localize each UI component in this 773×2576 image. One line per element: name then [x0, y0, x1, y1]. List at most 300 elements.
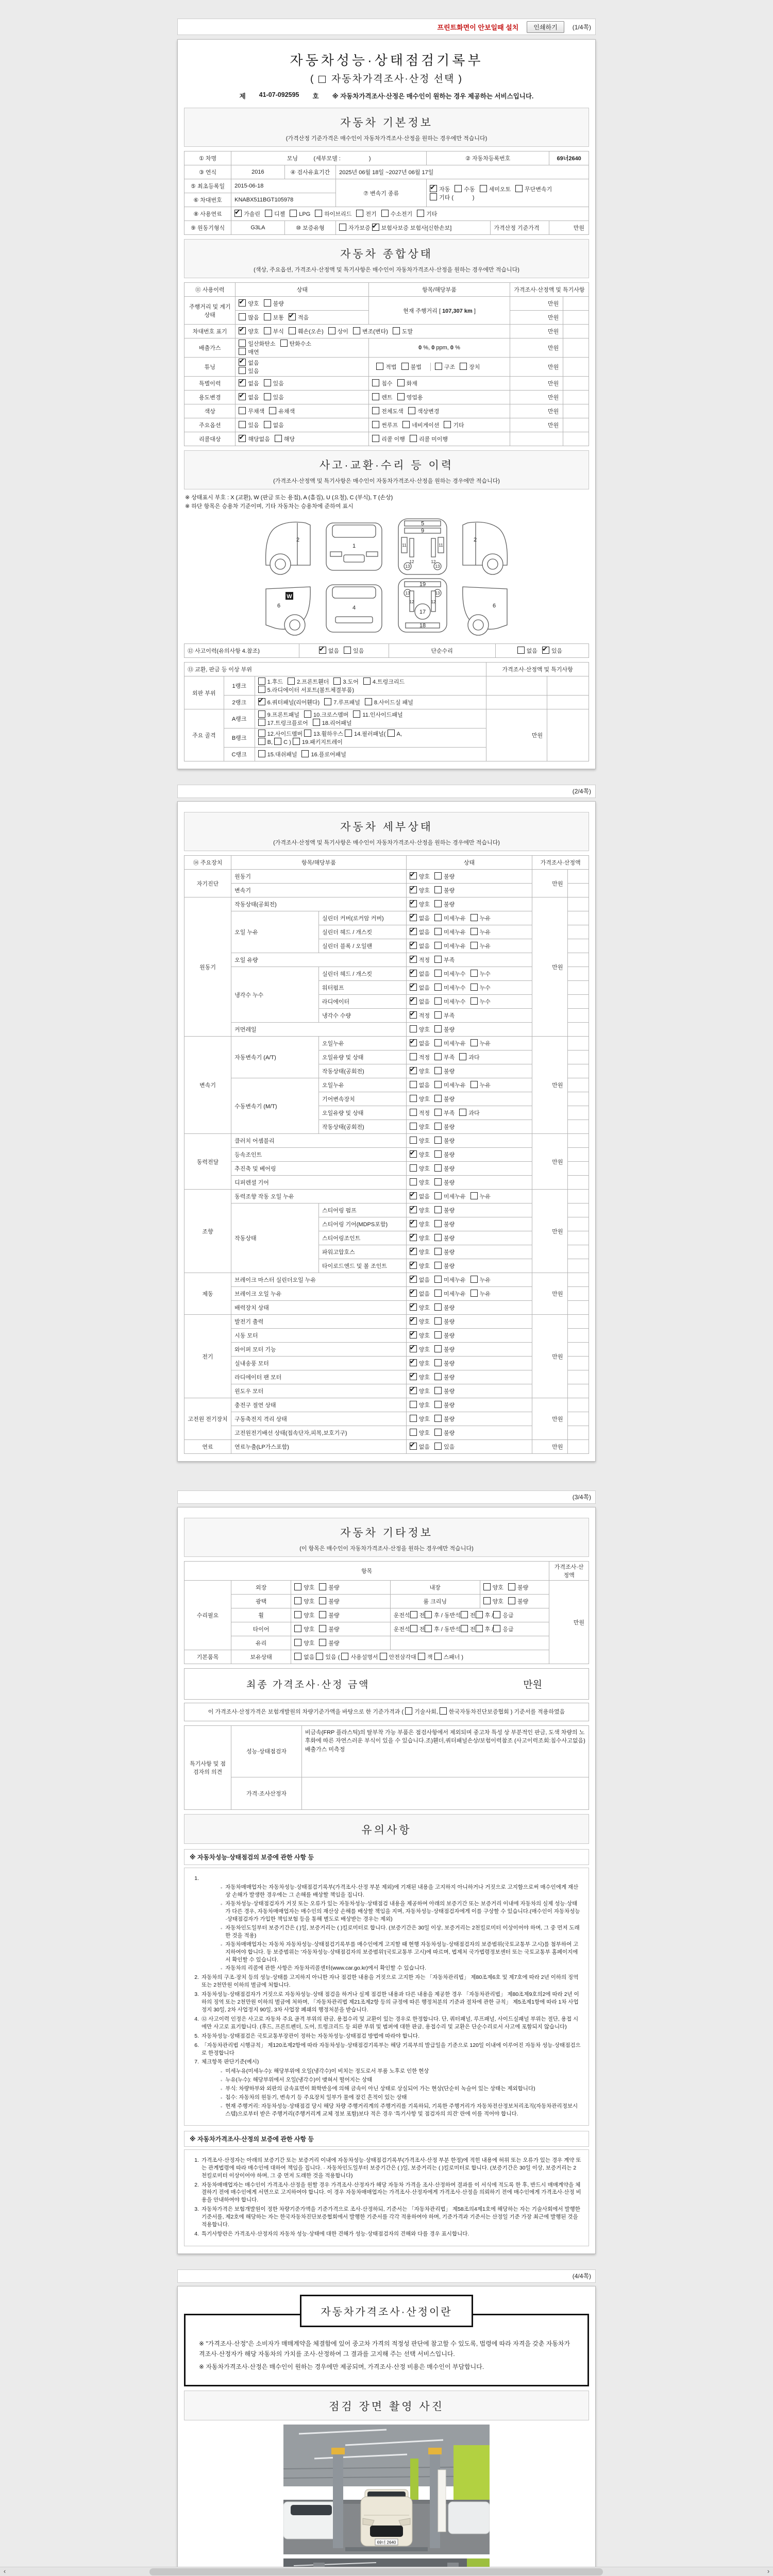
options-cell: [236, 338, 369, 358]
label-cell: 1랭크: [224, 676, 255, 696]
options-cell: [406, 1440, 532, 1454]
value-cell: 기어변속장치: [318, 1092, 406, 1106]
label-cell: C랭크: [224, 748, 255, 761]
option: 유채색: [269, 407, 295, 415]
options-cell: [406, 1009, 532, 1023]
value-cell: [567, 1426, 589, 1440]
svg-text:12: 12: [409, 560, 414, 564]
option: 3.도어: [333, 677, 358, 686]
checkbox-checked: [410, 1345, 417, 1352]
exchange-repair-table: [184, 662, 589, 761]
checkbox-unchecked: [434, 1109, 442, 1116]
value-cell: [301, 1777, 589, 1809]
value-cell: 오일 유량: [231, 953, 407, 967]
label-cell: 가격조사·산정액 및 특기사항: [510, 283, 589, 297]
value-cell: 라디에이터: [318, 995, 406, 1009]
options-cell: [406, 1120, 532, 1134]
checkbox-unchecked: [356, 210, 363, 217]
value-cell: 배력장치 상태: [231, 1301, 407, 1315]
value-cell: 0 %, 0 ppm, 0 %: [369, 338, 510, 358]
value-cell: [510, 432, 563, 446]
value-cell: 와이퍼 모터 기능: [231, 1343, 407, 1357]
checkbox-unchecked: [434, 1317, 442, 1325]
option: 누유: [470, 1290, 491, 1298]
checkbox-checked: [410, 1303, 417, 1311]
value-cell: [486, 696, 547, 709]
notice-item: 5. 자동차성능·상태점검은 국토교통부장관이 정하는 자동차성능·상태점검 방법에 따라야 합니다.: [194, 2032, 419, 2039]
option: 양호: [294, 1625, 314, 1633]
option: 부족: [434, 956, 455, 964]
print-button[interactable]: 인쇄하기: [527, 21, 564, 33]
value-cell: [567, 1412, 589, 1426]
value-cell: [547, 709, 589, 761]
value-cell: 냉각수 누수: [231, 967, 319, 1023]
checkbox-checked: [239, 379, 246, 386]
price-cell: 만원: [532, 1440, 567, 1454]
checkbox-unchecked: [319, 1625, 326, 1632]
value-cell: [563, 311, 589, 325]
options-cell: [236, 391, 369, 404]
detail-state-table: [184, 855, 589, 1454]
checkbox-unchecked: [290, 210, 297, 217]
checkbox-checked: [410, 1248, 417, 1255]
option: 누유: [470, 914, 491, 922]
options-cell: [406, 1329, 532, 1343]
checkbox-unchecked: [470, 1192, 478, 1199]
option: 하이브리드: [315, 210, 351, 218]
options-cell: [406, 1050, 532, 1064]
value-cell: [567, 884, 589, 897]
option: ✔ 양호: [410, 1359, 430, 1367]
options-cell: [406, 1245, 532, 1259]
value-cell: [567, 1064, 589, 1078]
checkbox-unchecked: [341, 1653, 348, 1660]
checkbox-unchecked: [434, 1443, 442, 1450]
option: 불량: [434, 872, 455, 880]
checkbox-unchecked: [470, 1290, 478, 1297]
label-cell: 항목/해당부품: [369, 283, 510, 297]
checkbox-checked: [410, 1262, 417, 1269]
options-cell: [406, 1273, 532, 1287]
checkbox-unchecked: [434, 914, 442, 921]
price-cell: 만원: [510, 325, 563, 338]
options-cell: [231, 207, 589, 221]
checkbox-unchecked: [275, 435, 282, 442]
label-cell: 성능·상태점검자: [231, 1725, 302, 1777]
value-cell: 커먼레일: [231, 1023, 407, 1037]
option: 불량: [508, 1597, 528, 1605]
option: ✔ 양호: [410, 1262, 430, 1270]
checkbox-unchecked: [434, 1150, 442, 1158]
options-cell: [406, 925, 532, 939]
option: 15.대쉬패널: [258, 750, 297, 758]
checkbox-unchecked: [264, 393, 271, 400]
options-cell: [236, 358, 369, 377]
value-cell: [567, 1134, 589, 1148]
label-cell: 보유상태: [231, 1650, 291, 1664]
scroll-left-arrow[interactable]: ‹: [0, 2567, 9, 2576]
option: 미세누유: [434, 1276, 466, 1284]
options-cell: [406, 1204, 532, 1217]
notice-a-title: ※ 자동차성능·상태점검의 보증에 관한 사항 등: [184, 1849, 589, 1865]
option: 적정: [410, 1109, 430, 1117]
option: ✔ 양호: [410, 1150, 430, 1159]
options-cell: [369, 418, 510, 432]
label-cell: 특별이력: [184, 377, 236, 391]
panel-number: 5: [421, 520, 425, 527]
option: 수소전기: [381, 210, 413, 218]
notice-subitem: ◦ 부식: 차량하부와 외판의 금속표면이 화학반응에 의해 금속이 아닌 상태로 상실되어 가는 현상(단순히 녹슬어 있는 상태는 제외합니다): [221, 2086, 535, 2092]
checkbox-unchecked: [397, 393, 405, 400]
option: 불법: [401, 363, 422, 371]
value-cell: [567, 1315, 589, 1329]
checkbox-unchecked: [434, 1290, 442, 1297]
value-cell: [567, 939, 589, 953]
option: 없음: [410, 1081, 430, 1089]
checkbox-unchecked: [280, 340, 288, 347]
value-cell: [567, 1023, 589, 1037]
page-3-sheet: [177, 1507, 596, 2254]
option: ✔ 적정: [410, 1011, 430, 1020]
checkbox-checked: [410, 914, 417, 921]
checkbox-unchecked: [264, 421, 271, 428]
option: 17.트렁크플로어: [258, 719, 308, 727]
option: 미세누유: [434, 1192, 466, 1200]
option: 양호: [410, 1137, 430, 1145]
options-cell: [406, 870, 532, 884]
option: ✔ 양호: [410, 1345, 430, 1353]
checkbox-unchecked: [434, 1067, 442, 1074]
page-2-sheet: [177, 801, 596, 1462]
value-cell: [563, 432, 589, 446]
value-cell: 작동상태(공회전): [231, 897, 407, 911]
value-cell: [567, 1078, 589, 1092]
price-cell: 만원: [510, 377, 563, 391]
checkbox-unchecked: [363, 677, 371, 685]
checkbox-checked: [410, 1331, 417, 1338]
checkbox-unchecked: [434, 1123, 442, 1130]
checkbox-unchecked: [517, 647, 525, 654]
checkbox-checked: [410, 1192, 417, 1199]
option: 미세누유: [434, 914, 466, 922]
document-number-line: [184, 91, 589, 100]
options-cell: [406, 1357, 532, 1370]
option: 적법: [376, 363, 396, 371]
checkbox-checked: [410, 997, 417, 1005]
damage-code-legend: ※ 상태표시 부호 : X (교환), W (판금 또는 용접), A (흠집), U (요철), C (부식), T (손상) ※ 하단 항목은 승용차 기준이며, 기타 자동차는 승용차에 준하여 표시: [185, 495, 393, 510]
checkbox-unchecked: [434, 872, 442, 879]
value-cell: 현재 주행거리 [ 107,307 km ]: [369, 297, 510, 325]
option: 부식: [264, 327, 284, 335]
option: 과다: [459, 1053, 479, 1061]
checkbox-unchecked: [434, 997, 442, 1005]
checkbox-unchecked: [324, 698, 331, 705]
option: ✔ 양호: [410, 1234, 430, 1242]
checkbox-checked: [410, 1276, 417, 1283]
options-cell: [236, 418, 369, 432]
value-cell: 2015-06-18: [231, 179, 336, 193]
option: 양호: [294, 1583, 314, 1591]
options-cell: [406, 1398, 532, 1412]
checkbox-unchecked: [319, 1639, 326, 1646]
checkbox-unchecked: [264, 313, 271, 320]
option: 무채색: [239, 407, 264, 415]
checkbox-unchecked: [434, 942, 442, 949]
value-cell: G3LA: [231, 221, 285, 235]
options-cell: [406, 953, 532, 967]
document-subtitle: ( 자동차가격조사·산정 선택 ): [310, 74, 463, 84]
value-cell: [563, 297, 589, 311]
value-cell: 작동상태(공회전): [318, 1120, 406, 1134]
label-cell: 타이어: [231, 1622, 291, 1636]
option: 1.후드: [258, 677, 283, 686]
checkbox-unchecked: [345, 730, 352, 737]
checkbox-checked: [239, 299, 246, 307]
value-cell: 오일누유: [318, 1078, 406, 1092]
checkbox-unchecked: [258, 686, 265, 693]
value-cell: 충전구 절연 상태: [231, 1398, 407, 1412]
checkbox-unchecked: [440, 1707, 447, 1715]
horizontal-scrollbar[interactable]: [0, 2567, 773, 2576]
value-cell: [567, 1357, 589, 1370]
option: 미세누수: [434, 997, 466, 1006]
section-detail-state: [184, 812, 589, 851]
checkbox-unchecked: [258, 750, 265, 757]
checkbox-unchecked: [294, 1653, 301, 1660]
checkbox-unchecked: [493, 1625, 500, 1632]
value-cell: [567, 967, 589, 981]
panel-number: 6: [492, 603, 496, 609]
checkbox-unchecked: [318, 76, 326, 83]
option: 매연: [239, 348, 259, 356]
options-cell: [406, 911, 532, 925]
checkbox-unchecked: [294, 1639, 301, 1646]
option: 불량: [434, 1137, 455, 1145]
option: ✔ 적음: [289, 313, 309, 321]
checkbox-unchecked: [434, 1192, 442, 1199]
checkbox-unchecked: [319, 1583, 326, 1590]
options-cell: [406, 1384, 532, 1398]
label-cell: 동력전달: [184, 1134, 231, 1190]
label-cell: 외판 부위: [184, 676, 224, 709]
doc-no-prefix: 제: [239, 93, 246, 100]
options-cell: [406, 1162, 532, 1176]
checkbox-unchecked: [434, 1095, 442, 1102]
option: ✔ 양호: [410, 1206, 430, 1214]
svg-text:11: 11: [439, 543, 443, 548]
value-cell: 12.사이드멤버 13.휠하우스 14.필러패널( A, B, C ) 19.패키지트레이: [255, 728, 486, 748]
option: 부족: [434, 1053, 455, 1061]
value-cell: [567, 981, 589, 995]
option: ✔ 양호: [410, 1067, 430, 1075]
value-cell: [567, 995, 589, 1009]
options-cell: [369, 358, 510, 377]
options-cell: [406, 1412, 532, 1426]
checkbox-checked: [410, 1234, 417, 1241]
options-cell: [236, 404, 369, 418]
checkbox-unchecked: [410, 435, 417, 442]
value-cell: [567, 1287, 589, 1301]
section-overall-state: [184, 239, 589, 278]
option: ✔ 없음: [410, 1443, 430, 1451]
options-cell: [291, 1636, 391, 1650]
value-cell: [567, 1343, 589, 1357]
option: 4.트렁크리드: [363, 677, 405, 686]
label-cell: 자기진단: [184, 870, 231, 897]
value-cell: 원동기: [231, 870, 407, 884]
value-cell: 실린더 커버(로커암 커버): [318, 911, 406, 925]
option: ✔ 없음: [410, 997, 430, 1006]
value-cell: 작동상태: [231, 1204, 319, 1273]
checkbox-unchecked: [258, 730, 265, 737]
scroll-right-arrow[interactable]: ›: [764, 2567, 773, 2576]
checkbox-unchecked: [434, 1011, 442, 1019]
value-cell: [567, 1398, 589, 1412]
option: ✔ 양호: [410, 1387, 430, 1395]
checkbox-checked: [410, 886, 417, 893]
options-cell: [406, 1343, 532, 1357]
value-cell: 브레이크 마스터 실린더오일 누유: [231, 1273, 407, 1287]
value-cell: 실린더 헤드 / 개스킷: [318, 925, 406, 939]
section-note: (가격산정 기준가격은 매수인이 자동차가격조사·산정을 원하는 경우에만 적습니다): [285, 135, 488, 142]
option: 불량: [434, 1429, 455, 1437]
value-cell: 실린더 블록 / 오일팬: [318, 939, 406, 953]
section-inspection-photos: [184, 2391, 589, 2420]
label-cell: 광택: [231, 1595, 291, 1608]
options-cell: [406, 1176, 532, 1190]
document-column: [177, 0, 596, 2576]
label-cell: 리콜대상: [184, 432, 236, 446]
price-cell: 만원: [532, 1273, 567, 1315]
value-cell: 구동축전지 격리 상태: [231, 1412, 407, 1426]
options-cell: [369, 404, 510, 418]
value-cell: 69너2640: [549, 151, 589, 165]
checkbox-unchecked: [430, 193, 437, 200]
car-views-diagram: [191, 516, 582, 639]
price-cell: 만원: [510, 404, 563, 418]
notice-subitem: ◦ 자동차인도일부터 보증기간은 ( )일, 보증거리는 ( )킬로미터로 합니다. (보증기간은 30일 이상, 보증거리는 2천킬로미터 이상이어야 하며, 그 중 먼저 도래한 것을 적용): [221, 1924, 580, 1939]
label-cell: B랭크: [224, 728, 255, 748]
option: ✔ 없음: [410, 1192, 430, 1200]
checkbox-unchecked: [480, 185, 487, 192]
option: 불량: [434, 1373, 455, 1381]
svg-text:13: 13: [435, 591, 440, 596]
label-cell: 내장: [390, 1581, 480, 1595]
label-cell: ⑭ 주요장치: [184, 856, 231, 870]
checkbox-unchecked: [434, 1359, 442, 1366]
checkbox-checked: [410, 970, 417, 977]
checkbox-unchecked: [434, 1178, 442, 1185]
checkbox-unchecked: [434, 1137, 442, 1144]
checkbox-unchecked: [408, 407, 415, 414]
price-cell: 만원: [486, 709, 547, 761]
label-cell: 항목/해당부품: [231, 856, 407, 870]
doc-no-notice: ※ 자동차가격조사·산정은 매수인이 원하는 경우 제공하는 서비스입니다.: [332, 93, 534, 100]
checkbox-unchecked: [372, 435, 379, 442]
option: 불량: [434, 1303, 455, 1312]
options-cell: [236, 311, 369, 325]
label-cell: 유리: [231, 1636, 291, 1650]
value-cell: [567, 1440, 589, 1454]
option: ✔ 6.쿼터패널(리어휀다): [258, 698, 320, 706]
checkbox-checked: [410, 1373, 417, 1380]
options-cell: [406, 1217, 532, 1231]
option: 변조(변타): [353, 327, 388, 335]
value-cell: 스티어링 펌프: [318, 1204, 406, 1217]
option: 누수: [470, 997, 491, 1006]
checkbox-unchecked: [372, 393, 379, 400]
checkbox-unchecked: [304, 730, 311, 737]
checkbox-unchecked: [470, 1039, 478, 1046]
options-cell: [406, 1301, 532, 1315]
option: 누유: [470, 1081, 491, 1089]
section-note: (가격조사·산정액 및 특기사항은 매수인이 자동차가격조사·산정을 원하는 경우에만 적습니다): [273, 478, 500, 484]
option: ✔ 없음: [239, 379, 259, 387]
page-number-label: (3/4쪽): [572, 1494, 591, 1501]
checkbox-unchecked: [434, 984, 442, 991]
value-cell: 변속기: [231, 884, 407, 897]
checkbox-unchecked: [508, 1583, 515, 1590]
checkbox-unchecked: [434, 1234, 442, 1241]
value-cell: [563, 358, 589, 377]
option: 불량: [434, 1150, 455, 1159]
option: 양호: [410, 1429, 430, 1437]
option: 기타: [417, 210, 437, 218]
panel-number: 19: [419, 581, 426, 588]
scrollbar-thumb[interactable]: [149, 2568, 603, 2575]
doc-no-suffix: 호: [312, 93, 319, 100]
section-note: (색상, 주요옵션, 가격조사·산정액 및 특기사항은 매수인이 자동차가격조사·산정을 원하는 경우에만 적습니다): [254, 267, 519, 273]
label-cell: 수리필요: [184, 1581, 231, 1650]
checkbox-unchecked: [410, 1081, 417, 1088]
options-cell: [406, 1037, 532, 1050]
checkbox-checked: [410, 1011, 417, 1019]
price-cell: 만원: [549, 1581, 589, 1664]
option: ✔ 없음: [410, 928, 430, 936]
checkbox-checked: [410, 1387, 417, 1394]
option: 없음: [264, 421, 284, 429]
value-cell: [567, 1259, 589, 1273]
checkbox-checked: [410, 872, 417, 879]
notice-item: 4. ⑫ 사고이력 인정은 사고로 자동차 주요 골격 부위의 판금, 용접수리 및 교환이 있는 경우로 한정합니다. 단, 쿼터패널, 루프패널, 사이드실패널 부위는 절단, 용접 시에만 사고로 표기합니다. (후드, 프론트펜더, 도어, 트렁크리드 등 외판 부위 및 범퍼에 대한 판금, 용접수리 및 교환은 단순수리로서 사고에 포함되지 않습니다): [194, 2015, 579, 2030]
print-toolbar: [177, 19, 596, 35]
option: 불량: [434, 1178, 455, 1187]
option: 양호: [410, 1178, 430, 1187]
option: ✔ 없음: [410, 970, 430, 978]
value-cell: 파워고압호스: [318, 1245, 406, 1259]
option: 누수: [470, 984, 491, 992]
checkbox-checked: [410, 900, 417, 907]
checkbox-unchecked: [434, 956, 442, 963]
option: 불량: [434, 1248, 455, 1256]
value-cell: [567, 897, 589, 911]
inspector-opinion-table: [184, 1725, 589, 1810]
label-cell: 주요옵션: [184, 418, 236, 432]
options-cell: [236, 325, 510, 338]
notice-subitem: ◦ 자동차의 리콜에 관한 사항은 자동차리콜센터(www.car.go.kr)에서 확인할 수 있습니다.: [221, 1965, 427, 1972]
value-cell: 실내송풍 모터: [231, 1357, 407, 1370]
options-cell: [406, 1259, 532, 1273]
checkbox-unchecked: [289, 327, 296, 334]
option: LPG: [290, 210, 310, 217]
checkbox-unchecked: [410, 1053, 417, 1060]
option: ✔ 적정: [410, 956, 430, 964]
option: 불량: [434, 1359, 455, 1367]
label-cell: ⑬ 교환, 판금 등 이상 부위: [184, 663, 486, 676]
svg-text:12: 12: [431, 560, 436, 564]
checkbox-unchecked: [410, 1164, 417, 1172]
checkbox-checked: [239, 359, 246, 366]
